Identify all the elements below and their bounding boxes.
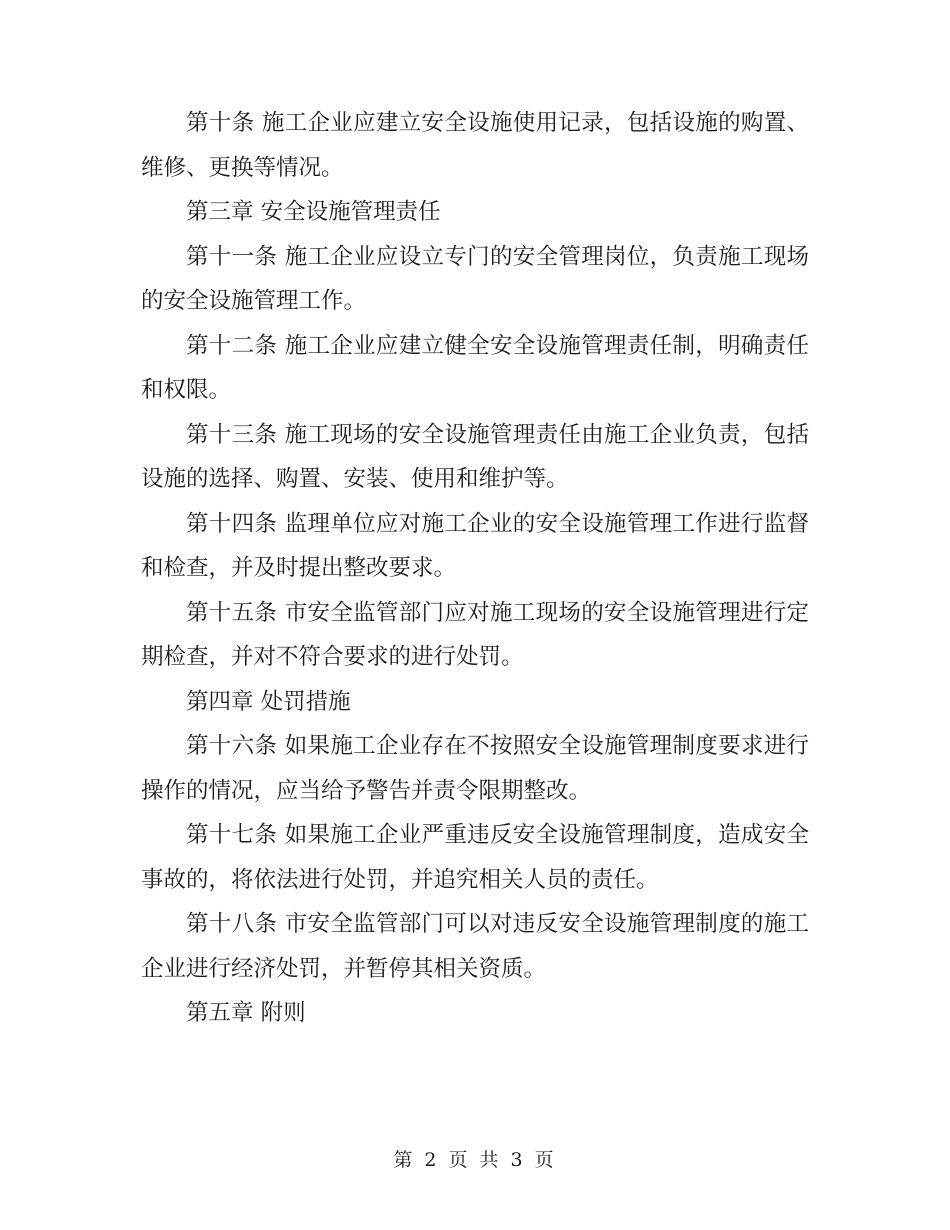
article-11: 第十一条 施工企业应设立专门的安全管理岗位，负责施工现场的安全设施管理工作。 (141, 243, 809, 314)
chapter-4-heading: 第四章 处罚措施 (186, 688, 351, 715)
article-14: 第十四条 监理单位应对施工企业的安全设施管理工作进行监督和检查，并及时提出整改要求。 (141, 510, 809, 581)
article-18: 第十八条 市安全监管部门可以对违反安全设施管理制度的施工企业进行经济处罚，并暂停其相关资质。 (141, 911, 809, 982)
article-12: 第十二条 施工企业应建立健全安全设施管理责任制，明确责任和权限。 (141, 332, 809, 403)
article-17: 第十七条 如果施工企业严重违反安全设施管理制度，造成安全事故的，将依法进行处罚，并追究相关人员的责任。 (141, 822, 809, 893)
article-15: 第十五条 市安全监管部门应对施工现场的安全设施管理进行定期检查，并对不符合要求的进行处罚。 (141, 599, 809, 670)
article-13: 第十三条 施工现场的安全设施管理责任由施工企业负责，包括设施的选择、购置、安装、使用和维护等。 (141, 421, 809, 492)
article-10: 第十条 施工企业应建立安全设施使用记录，包括设施的购置、维修、更换等情况。 (141, 110, 809, 181)
article-16: 第十六条 如果施工企业存在不按照安全设施管理制度要求进行操作的情况，应当给予警告并责令限期整改。 (141, 733, 809, 804)
page-number-footer: 第 2 页 共 3 页 (393, 1149, 557, 1171)
document-body (141, 101, 809, 1036)
chapter-5-heading: 第五章 附则 (186, 1000, 306, 1026)
chapter-3-heading: 第三章 安全设施管理责任 (186, 199, 441, 225)
